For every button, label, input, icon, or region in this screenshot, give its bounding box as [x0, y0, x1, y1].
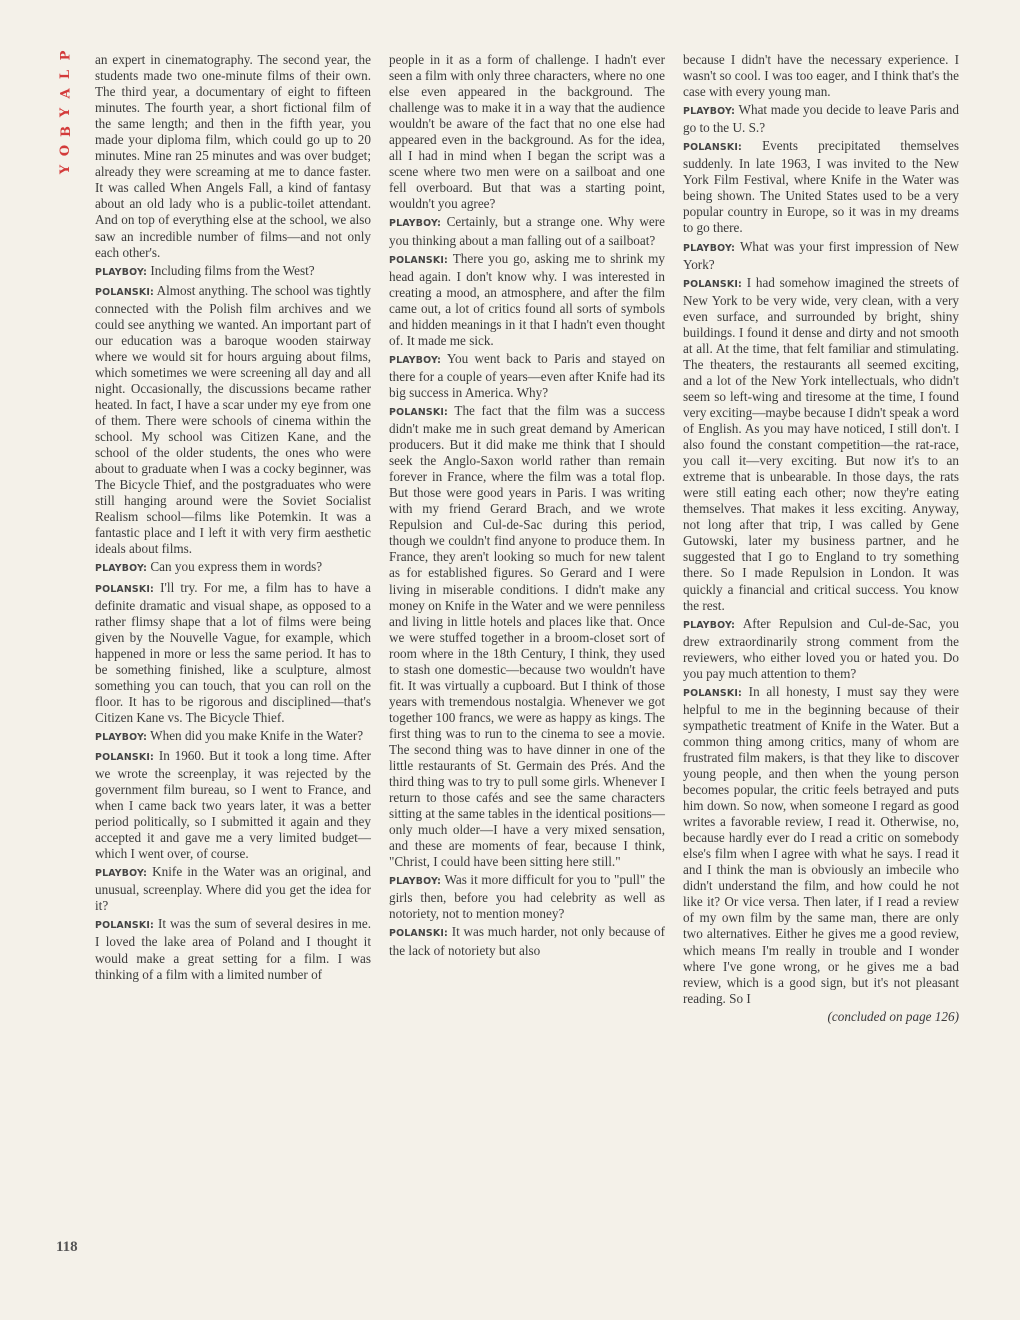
- speaker-label: PLAYBOY:: [95, 731, 148, 743]
- paragraph: an expert in cinematography. The second year, the students made two one-minute films of their own. The third year, a documentary of eight to fifteen minutes. The fourth year, a short fictional film of the same length; and then in the fifth year, you made your diploma film, which could go up to 20 minutes. Mine ran 25 minutes and was over budget; already they were screaming at me to dance faster. It was called When Angels Fall, a kind of fantasy about an old lady who is a public-toilet attendant. And on top of everything else at the school, we also saw an incredible number of films—and not only each other's.: [95, 52, 371, 260]
- paragraph: POLANSKI: It was much harder, not only because of the lack of notoriety but also: [389, 924, 666, 958]
- paragraph: people in it as a form of challenge. I hadn't ever seen a film with only three characters, where no one else even appeared in the background. The challenge was to make it in a way that the audience wouldn't be aware of the fact that no one else had appeared even in the background. As for the idea, all I had in mind when I began the script was a scene where two men were on a sailboat and one fell overboard. But that was a starting point, wouldn't you agree?: [389, 52, 665, 212]
- text-column-1: [95, 52, 371, 985]
- speaker-label: PLAYBOY:: [683, 242, 736, 254]
- speaker-label: PLAYBOY:: [95, 266, 148, 278]
- page-number: 118: [56, 1239, 78, 1255]
- speaker-label: PLAYBOY:: [389, 354, 442, 366]
- masthead-letter: L: [58, 69, 74, 80]
- paragraph: PLAYBOY: What made you decide to leave Paris and go to the U. S.?: [683, 102, 959, 136]
- paragraph: PLAYBOY: Including films from the West?: [95, 262, 315, 278]
- paragraph: PLAYBOY: What was your first impression of New York?: [683, 238, 959, 272]
- paragraph: POLANSKI: Events precipitated themselves suddenly. In late 1963, I was invited to the New York Film Festival, where Knife in the Water was being shown. The United States used to be a very popular country in Europe, so it was in my dreams to go there.: [683, 138, 959, 236]
- speaker-label: PLAYBOY:: [95, 868, 148, 880]
- paragraph: POLANSKI: I'll try. For me, a film has to have a definite dramatic and visual shape, as opposed to a rather flimsy shape that a lot of films were being given by the Nouvelle Vague, for example, which happened in more or less the same period. It has to be something finished, like a sculpture, almost something you can touch, that you can roll on the floor. It has to be rigorous and disciplined—that's Citizen Kane vs. The Bicycle Thief.: [95, 579, 372, 725]
- masthead-letter: P: [58, 50, 74, 61]
- masthead-letter: A: [58, 88, 74, 99]
- speaker-label: PLAYBOY:: [95, 563, 148, 575]
- paragraph: PLAYBOY: After Repulsion and Cul-de-Sac, you drew extraordinarily strong comment from the reviewers, who either loved you or hated you. Do you pay much attention to them?: [683, 615, 959, 681]
- paragraph: POLANSKI: In 1960. But it took a long time. After we wrote the screenplay, it was rejected by the government film bureau, so I went to France, and when I came back two years later, it was a better period politically, so I submitted it again and they accepted it and gave me a very limited budget—which I went over, of course.: [95, 747, 371, 862]
- speaker-label: POLANSKI:: [389, 928, 448, 940]
- paragraph: POLANSKI: In all honesty, I must say they were helpful to me in the beginning because of their sympathetic treatment of Knife in the Water. But a common thing among critics, many of whom are frustrated film makers, is that they like to discover young people, and then when the young person becomes popular, the critic feels betrayed and puts him down. So now, when someone I regard as good writes a favorable review, I read it. Otherwise, no, because hardly ever do I read a critic on somebody else's film when I agree with what he says. I read it and I think the man is obviously an imbecile who didn't understand the film, and how could he not like it? Or vice versa. Then later, if I read a review of my own film by the same man, there are only two alternatives. Either he gives me a good review, which means I'm really in trouble and I wonder where I've gone wrong, or he gives me a bad review, which is a good sign, but it's not pleasant reading. So I: [683, 683, 960, 1006]
- paragraph: POLANSKI: It was the sum of several desires in me. I loved the lake area of Poland and I thought it would make a great setting for a film. I was thinking of a film with a limited number of: [95, 916, 372, 982]
- text-column-3: [683, 52, 959, 1025]
- masthead-letter: Y: [58, 107, 74, 118]
- masthead-letter: O: [58, 144, 74, 157]
- speaker-label: PLAYBOY:: [389, 876, 442, 888]
- masthead-letter: Y: [58, 164, 74, 175]
- paragraph: PLAYBOY: Can you express them in words?: [95, 559, 323, 575]
- paragraph: POLANSKI: Almost anything. The school was tightly connected with the Polish film archives and we could see anything we wanted. An important part of our education was a baroque wooden stairway where we would sit for hours arguing about films, which sometimes we were screening all day and all night. Occasionally, the discussions became rather heated. In fact, I have a scar under my eye from one of them. There were schools of cinema within the school. My school was Citizen Kane, and the school of the older students, the ones who were about to graduate when I was a cocky beginner, was The Bicycle Thief, and the postgraduates who were still hanging around were the Soviet Socialist Realism school—films like Potemkin. It was a fantastic place and I left it with very firm aesthetic ideals about films.: [95, 282, 371, 557]
- speaker-label: POLANSKI:: [683, 142, 742, 154]
- paragraph: because I didn't have the necessary experience. I wasn't so cool. I was too eager, and I think that's the case with every young man.: [683, 52, 959, 100]
- paragraph: POLANSKI: There you go, asking me to shrink my head again. I don't know why. I was interested in creating a mood, an atmosphere, and after the film came out, a lot of critics found all sorts of symbols and hidden meanings in it that I hadn't even thought of. It made me sick.: [389, 250, 665, 348]
- continuation-note: (concluded on page 126): [827, 1008, 959, 1024]
- masthead: [54, 46, 78, 179]
- paragraph: PLAYBOY: When did you make Knife in the Water?: [95, 727, 364, 743]
- speaker-label: POLANSKI:: [683, 687, 742, 699]
- text-column-2: [389, 52, 665, 961]
- speaker-label: POLANSKI:: [389, 254, 448, 266]
- speaker-label: POLANSKI:: [95, 920, 154, 932]
- paragraph: POLANSKI: The fact that the film was a success didn't make me in such great demand by American producers. But it did make me think that I should seek the Anglo-Saxon world rather than remain forever in France, where the film was a total flop. But those were good years in Paris. I was writing with my friend Gerard Brach, and we wrote Repulsion and Cul-de-Sac during this period, though we couldn't find anyone to produce them. In France, they aren't looking so much for new talent as for established figures. So Gerard and I were living in miserable conditions. I didn't make any money on Knife in the Water and we were penniless and living in little hotels and places like that. Once we were stuffed together in a broom-closet sort of room where in the 18th Century, I think, they used to stash one domestic—because two wouldn't have fit. It was virtually a cupboard. But I think of those years with tremendous nostalgia. Whenever we got together 100 francs, we were as happy as kings. The first thing was to run to the cinema to see a movie. The second thing was to have dinner in one of the little restaurants of St. Germain des Prés. And the third thing was to try to pull some girls. Whenever I return to those cafés and see the same characters sitting at the same tables in the identical positions—only much older—I have a very mixed sensation, and these are moments of fear, because I think, "Christ, I could have been sitting here still.": [389, 402, 665, 870]
- masthead-letter: B: [58, 126, 74, 137]
- speaker-label: PLAYBOY:: [389, 218, 442, 230]
- speaker-label: POLANSKI:: [95, 583, 154, 595]
- paragraph: PLAYBOY: Knife in the Water was an original, and unusual, screenplay. Where did you get the idea for it?: [95, 864, 372, 914]
- speaker-label: POLANSKI:: [389, 406, 448, 418]
- speaker-label: PLAYBOY:: [683, 619, 736, 631]
- paragraph: PLAYBOY: You went back to Paris and stayed on there for a couple of years—even after Knife had its big success in America. Why?: [389, 350, 665, 400]
- speaker-label: POLANSKI:: [95, 751, 154, 763]
- speaker-label: PLAYBOY:: [683, 106, 736, 118]
- paragraph: PLAYBOY: Certainly, but a strange one. Why were you thinking about a man falling out of a sailboat?: [389, 214, 666, 248]
- paragraph: PLAYBOY: Was it more difficult for you to "pull" the girls then, before you had celebrity as well as notoriety, not to mention money?: [389, 872, 665, 922]
- paragraph: POLANSKI: I had somehow imagined the streets of New York to be very wide, very clean, with a very even surface, and surrounded by bright, shiny buildings. I found it dense and dirty and not smooth at all. At the time, that felt familiar and stimulating. The theaters, the restaurants all seemed exciting, and a lot of the New York intellectuals, who didn't seem so left-wing and tiresome at the time, I found very exciting—maybe because I didn't speak a word of English. As you may have noticed, I still don't. I also found the constant competition—the rat-race, you call it—very exciting. But now it's to an extreme that is unbearable. In those days, the rats were still eating each other; now they're eating themselves. That makes it less exciting. Anyway, not long after that trip, I was called by Gene Gutowski, later my business partner, and he suggested that I go to England to try something there. So I made Repulsion in London. It was quickly a financial and critical success. You know the rest.: [683, 274, 960, 613]
- speaker-label: POLANSKI:: [95, 286, 154, 298]
- speaker-label: POLANSKI:: [683, 278, 742, 290]
